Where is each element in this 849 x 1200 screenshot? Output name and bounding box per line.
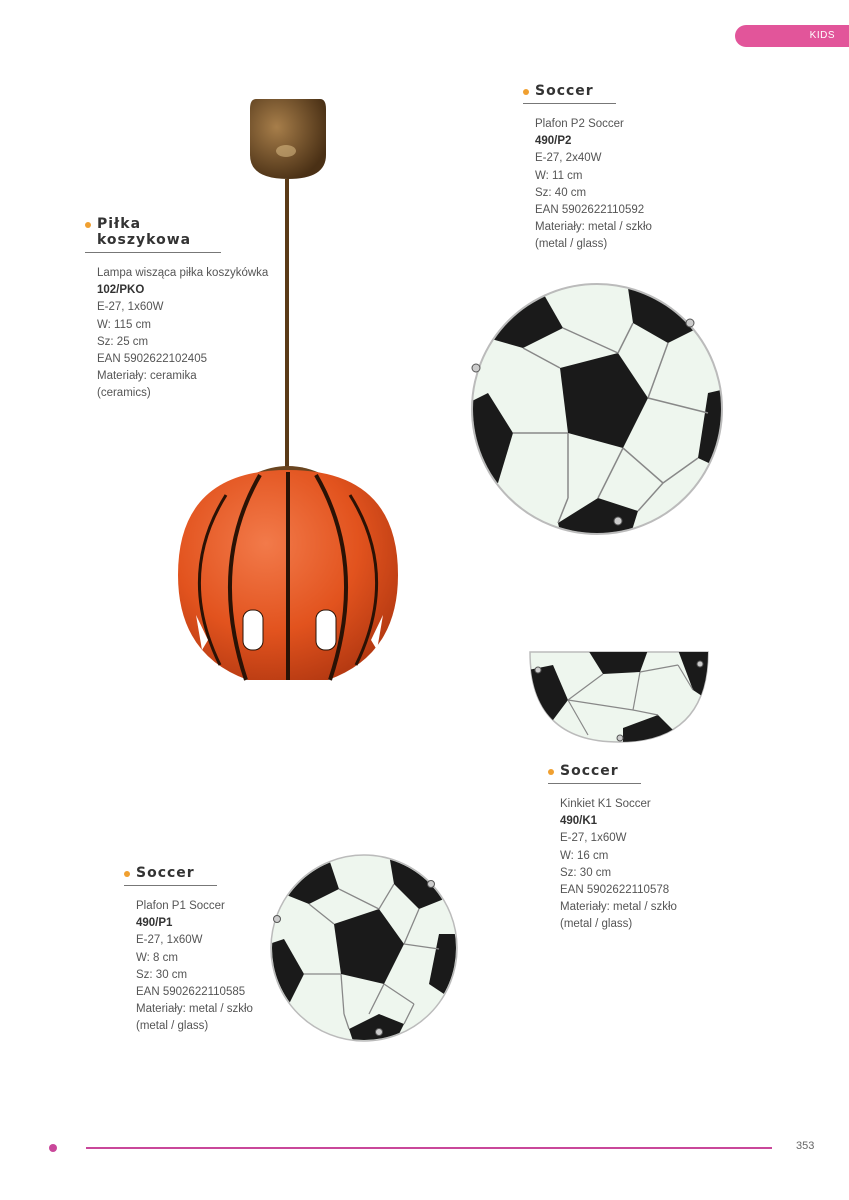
product-material-en: (metal / glass) xyxy=(535,238,608,251)
footer-divider xyxy=(86,1147,772,1149)
product-title: Piłka koszykowa xyxy=(85,216,221,253)
product-material: Materiały: ceramika xyxy=(97,370,197,383)
product-code: 490/K1 xyxy=(560,815,598,828)
bullet-icon xyxy=(523,89,529,95)
product-code: 490/P1 xyxy=(136,917,173,930)
product-material: Materiały: metal / szkło xyxy=(560,901,677,914)
product-material: Materiały: metal / szkło xyxy=(535,221,652,234)
bullet-icon xyxy=(548,769,554,775)
product-soccer-p2 xyxy=(523,82,652,254)
product-soccer-k1 xyxy=(548,762,677,934)
product-material-en: (metal / glass) xyxy=(136,1020,209,1033)
section-tag: KIDS xyxy=(735,25,849,47)
product-code: 102/PKO xyxy=(97,284,145,297)
product-width: Sz: 25 cm xyxy=(97,335,149,348)
product-title: Soccer xyxy=(124,865,217,886)
product-width: Sz: 30 cm xyxy=(560,866,612,879)
page-number: 353 xyxy=(796,1140,815,1152)
soccer-p1-lamp-image xyxy=(269,854,459,1042)
product-soccer-p1 xyxy=(124,864,253,1036)
product-socket: E-27, 1x60W xyxy=(136,934,203,947)
product-material-en: (ceramics) xyxy=(97,387,151,400)
product-name: Lampa wisząca piłka koszykówka xyxy=(97,267,269,279)
product-name: Kinkiet K1 Soccer xyxy=(560,798,651,810)
product-height: W: 8 cm xyxy=(136,951,178,964)
product-width: Sz: 40 cm xyxy=(535,186,587,199)
product-specs xyxy=(85,265,268,403)
product-specs xyxy=(548,796,677,934)
product-ean: EAN 5902622110585 xyxy=(136,986,246,999)
product-socket: E-27, 2x40W xyxy=(535,152,602,165)
product-height: W: 11 cm xyxy=(535,169,583,182)
product-ean: EAN 5902622110592 xyxy=(535,204,645,217)
product-material-en: (metal / glass) xyxy=(560,918,633,931)
product-material: Materiały: metal / szkło xyxy=(136,1003,253,1016)
product-title: Soccer xyxy=(548,763,641,784)
product-width: Sz: 30 cm xyxy=(136,968,188,981)
product-name: Plafon P2 Soccer xyxy=(535,118,624,130)
bullet-icon xyxy=(85,222,91,228)
soccer-p2-lamp-image xyxy=(468,283,726,535)
footer-dot-icon xyxy=(49,1144,57,1152)
product-specs xyxy=(124,898,253,1036)
product-specs xyxy=(523,116,652,254)
product-socket: E-27, 1x60W xyxy=(560,832,627,845)
product-name: Plafon P1 Soccer xyxy=(136,900,225,912)
soccer-k1-lamp-image xyxy=(528,650,710,745)
product-basketball xyxy=(85,216,268,403)
product-ean: EAN 5902622102405 xyxy=(97,353,207,366)
product-height: W: 16 cm xyxy=(560,849,609,862)
product-code: 490/P2 xyxy=(535,135,572,148)
product-socket: E-27, 1x60W xyxy=(97,301,164,314)
product-ean: EAN 5902622110578 xyxy=(560,884,670,897)
product-height: W: 115 cm xyxy=(97,318,151,331)
bullet-icon xyxy=(124,871,130,877)
product-title: Soccer xyxy=(523,83,616,104)
